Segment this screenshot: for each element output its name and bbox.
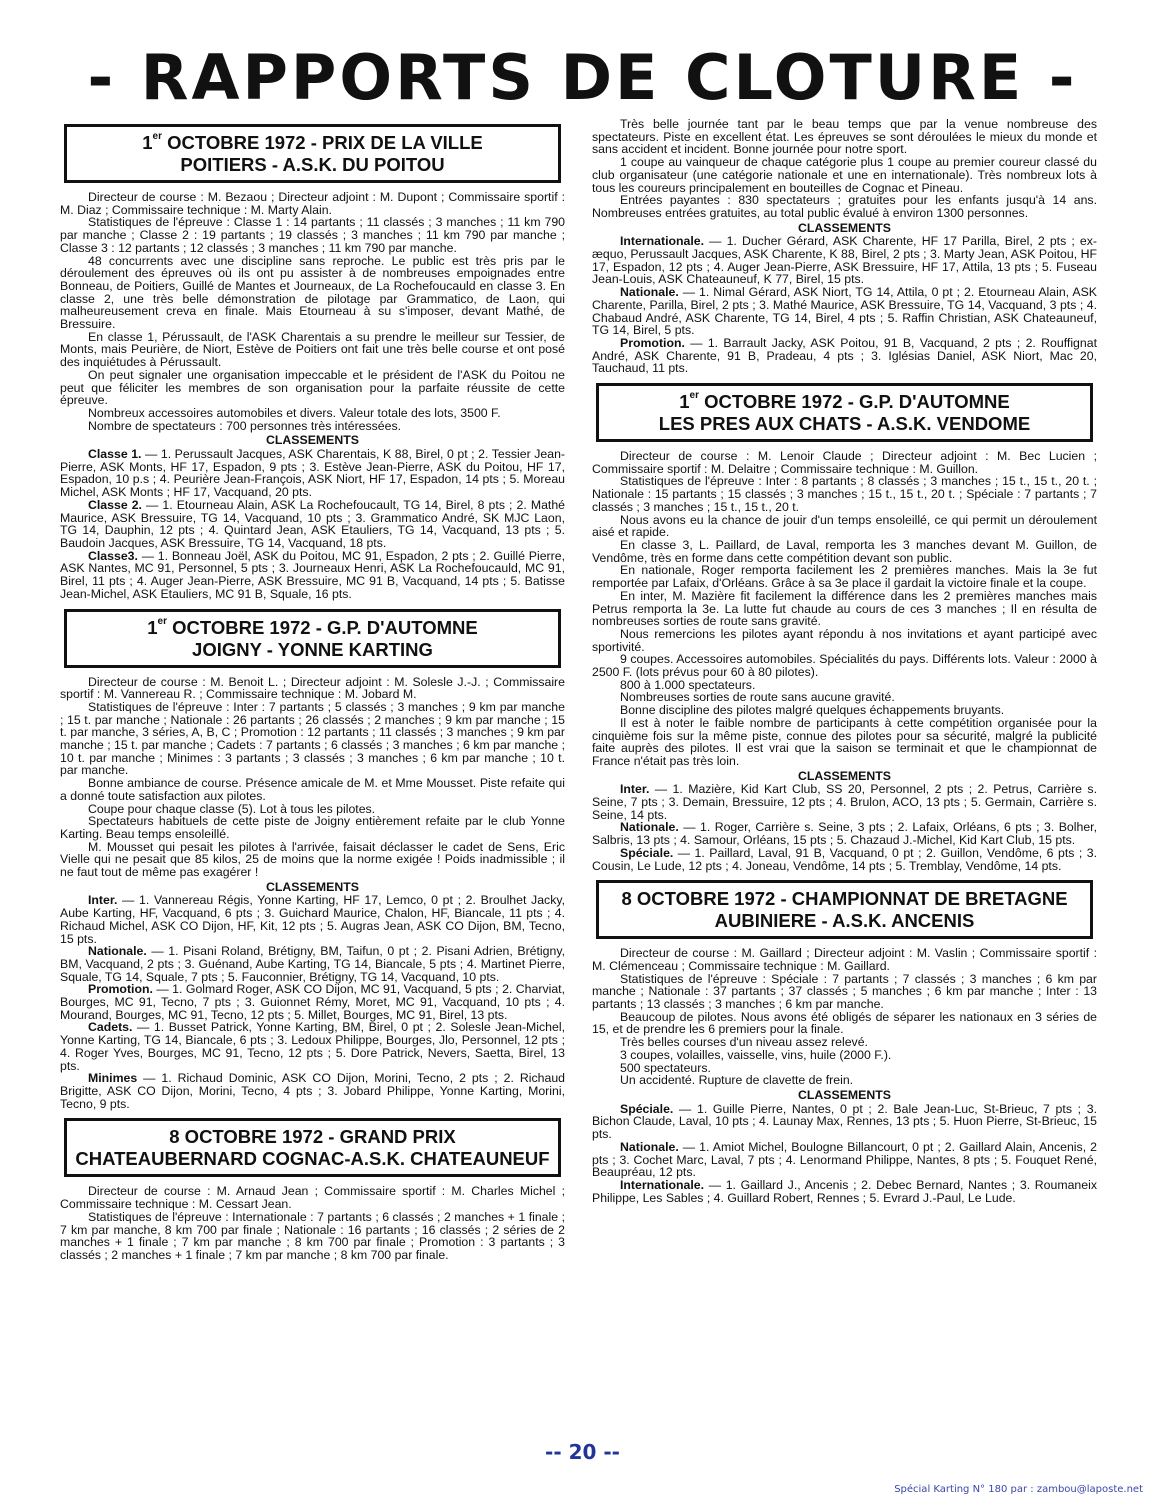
paragraph: Bonne ambiance de course. Présence amicale de M. et Mme Mousset. Piste refaite qui a donné toute satisfaction aux pilotes.: [60, 776, 565, 803]
paragraph: Statistiques de l'épreuve : Inter : 8 partants ; 8 classés ; 3 manches ; 15 t., 15 t., 20 t. ; Nationale : 15 partants ; 15 classés ; 3 manches ; 15 t., 15 t., 20 t. ; Spéciale : 7 partants ; 7 classés ; 3 manches ; 15 t., 15 t., 20 t.: [592, 474, 1097, 514]
paragraph: Directeur de course : M. Arnaud Jean ; Commissaire sportif : M. Charles Michel ; Commissaire technique : M. Cessart Jean.: [60, 1184, 565, 1212]
paragraph: 48 concurrents avec une discipline sans reproche. Le public est très pris par le déroulement des épreuves où ils ont pu assister à de nombreuses empoignades entre Bonneau, de Poitiers, Guillé de Mantes et Journeaux, de La Rochefoucauld en classe 3. En classe 2, une très belle démonstration de pilotage par Grammatico, de Laon, qui malheureusement creva en finale. Mais Etourneau à su s'imposer, devant Mathé, de Bressuire.: [60, 253, 565, 332]
paragraph: 9 coupes. Accessoires automobiles. Spécialités du pays. Différents lots. Valeur : 2000 à 2500 F. (lots prévus pour 60 à 80 pilotes).: [592, 652, 1097, 680]
section-header: [596, 383, 1093, 442]
header-line-2: JOIGNY - YONNE KARTING: [192, 638, 433, 660]
result-entry: Classe 1. — 1. Perussault Jacques, ASK Charentais, K 88, Birel, 0 pt ; 2. Tessier Jean-Pierre, ASK Monts, HF 17, Espadon, 9 pts ; 3. Estève Jean-Pierre, ASK du Poitou, HF 17, Espadon, 10 p.s ; 4. Peurière Jean-François, ASK Niort, HF 17, Espadon, 14 pts ; 5. Moreau Michel, ASK Monts ; HF 17, Vacquand, 20 pts.: [60, 447, 565, 500]
paragraph: Un accidenté. Rupture de clavette de frein.: [620, 1073, 854, 1088]
header-line-2: LES PRES AUX CHATS - A.S.K. VENDOME: [658, 413, 1031, 435]
paragraph: Nous avons eu la chance de jouir d'un temps ensoleillé, ce qui permit un déroulement aisé et rapide.: [592, 512, 1097, 540]
classements-heading: CLASSEMENTS: [266, 433, 359, 448]
result-entry: Promotion. — 1. Barrault Jacky, ASK Poitou, 91 B, Vacquand, 2 pts ; 2. Rouffignat André, ASK Charente, 91 B, Pradeau, 4 pts ; 3. Iglésias Daniel, ASK Niort, Mac 20, Tauchaud, 11 pts.: [592, 335, 1097, 376]
paragraph: Entrées payantes : 830 spectateurs ; gratuites pour les enfants jusqu'à 14 ans. Nombreuses entrées gratuites, au total public évalué à environ 1300 personnes.: [592, 193, 1097, 220]
paragraph: M. Mousset qui pesait les pilotes à l'arrivée, faisait déclasser le cadet de Sens, Eric Vielle qui ne pesait que 85 kilos, 25 de moins que la norme exigée ! Poids inadmissible ; il ne faut tout de même pas exagérer !: [60, 839, 565, 880]
paragraph: Statistiques de l'épreuve : Internationale : 7 partants ; 6 classés ; 2 manches + 1 finale ; 7 km par manche, 8 km 700 par finale ; Nationale : 16 partants ; 16 classés ; 2 séries de 2 manches + 1 finale ; 7 km par manche ; 8 km 700 par finale ; Promotion : 3 partants ; 3 classés ; 2 manches + 1 finale ; 7 km par manche ; 8 km 700 par finale.: [60, 1209, 565, 1262]
classements-heading: CLASSEMENTS: [798, 220, 891, 235]
paragraph: 800 à 1.000 spectateurs.: [620, 677, 756, 692]
paragraph: Statistiques de l'épreuve : Inter : 7 partants ; 5 classés ; 3 manches ; 9 km par manche ; 15 t. par manche ; Nationale : 26 partants ; 26 classés ; 2 manches ; 9 km par manche ; 15 t. par manche, 3 séries, A, B, C ; Promotion : 12 partants ; 11 classés ; 3 manches ; 9 km par manche ; 15 t. par manche ; Cadets : 7 partants ; 6 classés ; 3 manches ; 6 km par manche ; 10 t. par manche ; Minimes : 3 partants ; 3 classés ; 3 manches ; 6 km par manche ; 10 t. par manche.: [60, 699, 565, 778]
section-cognac: [60, 1118, 565, 1261]
paragraph: En nationale, Roger remporta facilement les 2 premières manches. Mais la 3e fut remportée par Lafaix, d'Orléans. Grâce à sa 3e place il gardait la victoire finale et la coupe.: [592, 563, 1097, 591]
result-entry: Inter. — 1. Mazière, Kid Kart Club, SS 20, Personnel, 2 pts ; 2. Petrus, Carrière s. Seine, 7 pts ; 3. Demain, Bressuire, 12 pts ; 4. Brulon, ACO, 13 pts ; 5. Germain, Carrière s. Seine, 14 pts.: [592, 782, 1097, 822]
right-column: [592, 118, 1097, 1212]
scan-credit: Spécial Karting N° 180 par : zambou@laposte.net: [894, 1484, 1143, 1495]
paragraph: En classe 3, L. Paillard, de Laval, remporta les 3 manches devant M. Guillon, de Vendôme, très en forme dans cette compétition devant son public.: [592, 537, 1097, 565]
result-entry: Promotion. — 1. Golmard Roger, ASK CO Dijon, MC 91, Vacquand, 5 pts ; 2. Charviat, Bourges, MC 91, Tecno, 7 pts ; 3. Guionnet Rémy, Moret, MC 91, Vacquand, 10 pts ; 4. Mourand, Bourges, MC 91, Tecno, 12 pts ; 5. Millet, Bourges, MC 91, Birel, 13 pts.: [60, 982, 565, 1022]
result-entry: Minimes — 1. Richaud Dominic, ASK CO Dijon, Morini, Tecno, 2 pts ; 2. Richaud Brigitte, ASK CO Dijon, Morini, Tecno, 4 pts ; 3. Jobard Philippe, Yonne Karting, Morini, Tecno, 9 pts.: [60, 1071, 565, 1111]
paragraph: 3 coupes, volailles, vaisselle, vins, huile (2000 F.).: [620, 1047, 892, 1062]
paragraph: Nombreux accessoires automobiles et divers. Valeur totale des lots, 3500 F.: [88, 405, 501, 420]
header-line-1: 1er OCTOBRE 1972 - G.P. D'AUTOMNE: [679, 390, 1010, 413]
classements-heading: CLASSEMENTS: [798, 768, 891, 783]
result-entry: Inter. — 1. Vannereau Régis, Yonne Karting, HF 17, Lemco, 0 pt ; 2. Broulhet Jacky, Aube Karting, HF, Vacquand, 6 pts ; 3. Guichard Maurice, Chalon, HF, Biancale, 11 pts ; 4. Richaud Michel, ASK CO Dijon, HF, Kit, 12 pts ; 5. Augras Jean, ASK CO Dijon, BM, Tecno, 15 pts.: [60, 893, 565, 946]
paragraph: Spectateurs habituels de cette piste de Joigny entièrement refaite par le club Yonne Karting. Beau temps ensoleillé.: [60, 814, 565, 841]
header-line-1: 1er OCTOBRE 1972 - PRIX DE LA VILLE: [142, 131, 483, 153]
section-header: [596, 880, 1093, 939]
result-entry: Nationale. — 1. Roger, Carrière s. Seine, 3 pts ; 2. Lafaix, Orléans, 6 pts ; 3. Bolher, Salbris, 13 pts ; 4. Samour, Orléans, 15 pts ; 5. Chazaud J.-Michel, Kid Kart Club, 15 pts.: [592, 820, 1097, 848]
paragraph: En classe 1, Pérussault, de l'ASK Charentais a su prendre le meilleur sur Tessier, de Monts, mais Peurière, de Niort, Estève de Poitiers ont fait une très belle course et ont posé des inquiétudes à Pérussault.: [60, 329, 565, 370]
section-vendome: [592, 383, 1097, 872]
paragraph: Très belle journée tant par le beau temps que par la venue nombreuse des spectateurs. Piste en excellent état. Les épreuves se sont déroulées le mieux du monde et sans accident et incident. Bonne journée pour notre sport.: [592, 117, 1097, 157]
paragraph: Statistiques de l'épreuve : Classe 1 : 14 partants ; 11 classés ; 3 manches ; 11 km 790 par manche ; Classe 2 : 19 partants ; 19 classés ; 3 manches ; 11 km 790 par manche ; Classe 3 : 12 partants ; 12 classés ; 3 manches ; 11 km 790 par manche.: [60, 215, 565, 255]
paragraph: On peut signaler une organisation impeccable et le président de l'ASK du Poitou ne peut que féliciter les membres de son organisation pour la parfaite réussite de cette épreuve.: [60, 367, 565, 408]
header-line-1: 1er OCTOBRE 1972 - G.P. D'AUTOMNE: [147, 615, 478, 638]
paragraph: Statistiques de l'épreuve : Spéciale : 7 partants ; 7 classés ; 3 manches ; 6 km par manche ; Nationale : 37 partants ; 37 classés ; 5 manches ; 6 km par manche ; Inter : 13 partants ; 13 classés ; 3 manches ; 6 km par manche.: [592, 971, 1097, 1012]
paragraph: Nous remercions les pilotes ayant répondu à nos invitations et ayant participé avec sportivité.: [592, 626, 1097, 654]
paragraph: En inter, M. Mazière fit facilement la différence dans les 2 premières manches mais Petrus remporta la 3e. La lutte fut chaude au cours de ces 3 manches ; Il en résulta de nombreuses sorties de route sans gravité.: [592, 588, 1097, 629]
section-joigny: [60, 609, 565, 1111]
result-entry: Nationale. — 1. Nimal Gérard, ASK Niort, TG 14, Attila, 0 pt ; 2. Etourneau Alain, ASK Charente, Parilla, Birel, 2 pts ; 3. Mathé Maurice, ASK Bressuire, TG 14, Vacquand, 3 pts ; 4. Chabaud André, ASK Charente, TG 14, Birel, 4 pts ; 5. Raffin Christian, ASK Chateauneuf, TG 14, Birel, 5 pts.: [592, 285, 1097, 338]
paragraph: Nombre de spectateurs : 700 personnes très intéressées.: [88, 418, 402, 433]
classements-heading: CLASSEMENTS: [798, 1088, 891, 1102]
section-header: [64, 1118, 561, 1177]
result-entry: Nationale. — 1. Pisani Roland, Brétigny, BM, Taifun, 0 pt ; 2. Pisani Adrien, Brétigny, BM, Vacquand, 2 pts ; 3. Guénand, Aube Karting, TG 14, Biancale, 5 pts ; 4. Martinet Pierre, Squale, TG 14, Squale, 7 pts ; 5. Fauconnier, Brétigny, TG 14, Vacquand, 10 pts.: [60, 944, 565, 984]
page-number: -- 20 --: [545, 1440, 620, 1464]
result-entry: Cadets. — 1. Busset Patrick, Yonne Karting, BM, Birel, 0 pt ; 2. Solesle Jean-Michel, Yonne Karting, TG 14, Biancale, 6 pts ; 3. Ledoux Philippe, Bourges, Jlo, Personnel, 12 pts ; 4. Roger Yves, Bourges, MC 91, Tecno, 12 pts ; 5. Dore Patrick, Nevers, Saetta, Birel, 13 pts.: [60, 1020, 565, 1073]
paragraph: Directeur de course : M. Bezaou ; Directeur adjoint : M. Dupont ; Commissaire sportif : M. Diaz ; Commissaire technique : M. Marty Alain.: [60, 190, 565, 217]
result-entry: Classe3. — 1. Bonneau Joël, ASK du Poitou, MC 91, Espadon, 2 pts ; 2. Guillé Pierre, ASK Nantes, MC 91, Personnel, 5 pts ; 3. Journeaux Henri, ASK La Rochefoucauld, MC 91, Birel, 11 pts ; 4. Auger Jean-Pierre, ASK Bressuire, MC 91 B, Vacquand, 14 pts ; 5. Batisse Jean-Michel, ASK Etauliers, MC 91 B, Squale, 16 pts.: [60, 548, 565, 601]
result-entry: Internationale. — 1. Gaillard J., Ancenis ; 2. Debec Bernard, Nantes ; 3. Roumaneix Philippe, Les Sables ; 4. Guillard Robert, Rennes ; 5. Evrard J.-Paul, Le Lude.: [592, 1177, 1097, 1205]
classements-heading: CLASSEMENTS: [266, 879, 359, 894]
section-header: [64, 124, 561, 183]
paragraph: Directeur de course : M. Gaillard ; Directeur adjoint : M. Vaslin ; Commissaire sportif : M. Clémenceau ; Commissaire technique : M. Gaillard.: [592, 946, 1097, 973]
section-ancenis: [592, 880, 1097, 1204]
page-title: - RAPPORTS DE CLOTURE -: [87, 41, 1078, 114]
section-poitiers: [60, 124, 565, 601]
header-line-2: AUBINIERE - A.S.K. ANCENIS: [714, 910, 975, 932]
paragraph: 500 spectateurs.: [620, 1060, 711, 1075]
result-entry: Nationale. — 1. Amiot Michel, Boulogne Billancourt, 0 pt ; 2. Gaillard Alain, Ancenis, 2 pts ; 3. Cochet Marc, Laval, 7 pts ; 4. Lenormand Philippe, Nantes, 8 pts ; 5. Fouquet René, Beaupréau, 12 pts.: [592, 1139, 1097, 1180]
paragraph: Directeur de course : M. Benoit L. ; Directeur adjoint : M. Solesle J.-J. ; Commissaire sportif : M. Vannereau R. ; Commissaire technique : M. Jobard M.: [60, 674, 565, 702]
result-entry: Spéciale. — 1. Paillard, Laval, 91 B, Vacquand, 0 pt ; 2. Guillon, Vendôme, 6 pts ; 3. Cousin, Le Lude, 12 pts ; 4. Joneau, Vendôme, 14 pts ; 5. Tremblay, Vendôme, 14 pts.: [592, 845, 1097, 873]
left-column: [60, 118, 565, 1270]
paragraph: Directeur de course : M. Lenoir Claude ; Directeur adjoint : M. Bec Lucien ; Commissaire sportif : M. Delaitre ; Commissaire technique : M. Guillon.: [592, 449, 1097, 476]
header-line-1: 8 OCTOBRE 1972 - CHAMPIONNAT DE BRETAGNE: [621, 888, 1068, 910]
section-cognac-continued: [592, 118, 1097, 375]
header-line-2: CHATEAUBERNARD COGNAC-A.S.K. CHATEAUNEUF: [75, 1148, 550, 1170]
paragraph: Nombreuses sorties de route sans aucune gravité.: [620, 690, 895, 705]
paragraph: Très belles courses d'un niveau assez relevé.: [620, 1035, 868, 1050]
paragraph: Coupe pour chaque classe (5). Lot à tous les pilotes.: [88, 801, 376, 816]
section-header: [64, 609, 561, 668]
result-entry: Spéciale. — 1. Guille Pierre, Nantes, 0 pt ; 2. Bale Jean-Luc, St-Brieuc, 7 pts ; 3. Bichon Claude, Laval, 10 pts ; 4. Launay Max, Rennes, 13 pts ; 5. Huon Pierre, St-Brieuc, 15 pts.: [592, 1101, 1097, 1142]
result-entry: Classe 2. — 1. Etourneau Alain, ASK La Rochefoucault, TG 14, Birel, 8 pts ; 2. Mathé Maurice, ASK Bressuire, TG 14, Vacquand, 10 pts ; 3. Grammatico André, SK MJC Laon, TG 14, Dauphin, 12 pts ; 4. Quintard Jean, ASK Etauliers, TG 14, Vacquand, 13 pts ; 5. Baudoin Jacques, ASK Bressuire, TG 14, Vacquand, 18 pts.: [60, 497, 566, 550]
result-entry: Internationale. — 1. Ducher Gérard, ASK Charente, HF 17 Parilla, Birel, 2 pts ; ex-æquo, Perussault Jacques, ASK Charente, K 88, Birel, 2 pts ; 3. Marty Jean, ASK Poitou, HF 17, Espadon, 12 pts ; 4. Auger Jean-Pierre, ASK Bressuire, HF 17, Attila, 13 pts ; 5. Fuseau Jean-Louis, ASK Chateauneuf, K 77, Birel, 15 pts.: [592, 234, 1097, 287]
paragraph: 1 coupe au vainqueur de chaque catégorie plus 1 coupe au premier coureur classé du club organisateur (une catégorie nationale et une en internationale). Très nombreux lots à tous les coureurs principalement en bouteilles de Cognac et Pineau.: [592, 155, 1097, 195]
paragraph: Il est à noter le faible nombre de participants à cette compétition organisée pour la cinquième fois sur la même piste, connue des pilotes pour sa sécurité, malgré la publicité faite auprès des pilotes. Il est vrai que la saison se terminait et que le championnat de France n'était pas très loin.: [592, 715, 1097, 768]
header-line-2: POITIERS - A.S.K. DU POITOU: [180, 154, 445, 175]
paragraph: Bonne discipline des pilotes malgré quelques échappements bruyants.: [620, 703, 1005, 718]
paragraph: Beaucoup de pilotes. Nous avons été obligés de séparer les nationaux en 3 séries de 15, et de prendre les 6 premiers pour la finale.: [592, 1009, 1097, 1037]
header-line-1: 8 OCTOBRE 1972 - GRAND PRIX: [169, 1126, 456, 1148]
